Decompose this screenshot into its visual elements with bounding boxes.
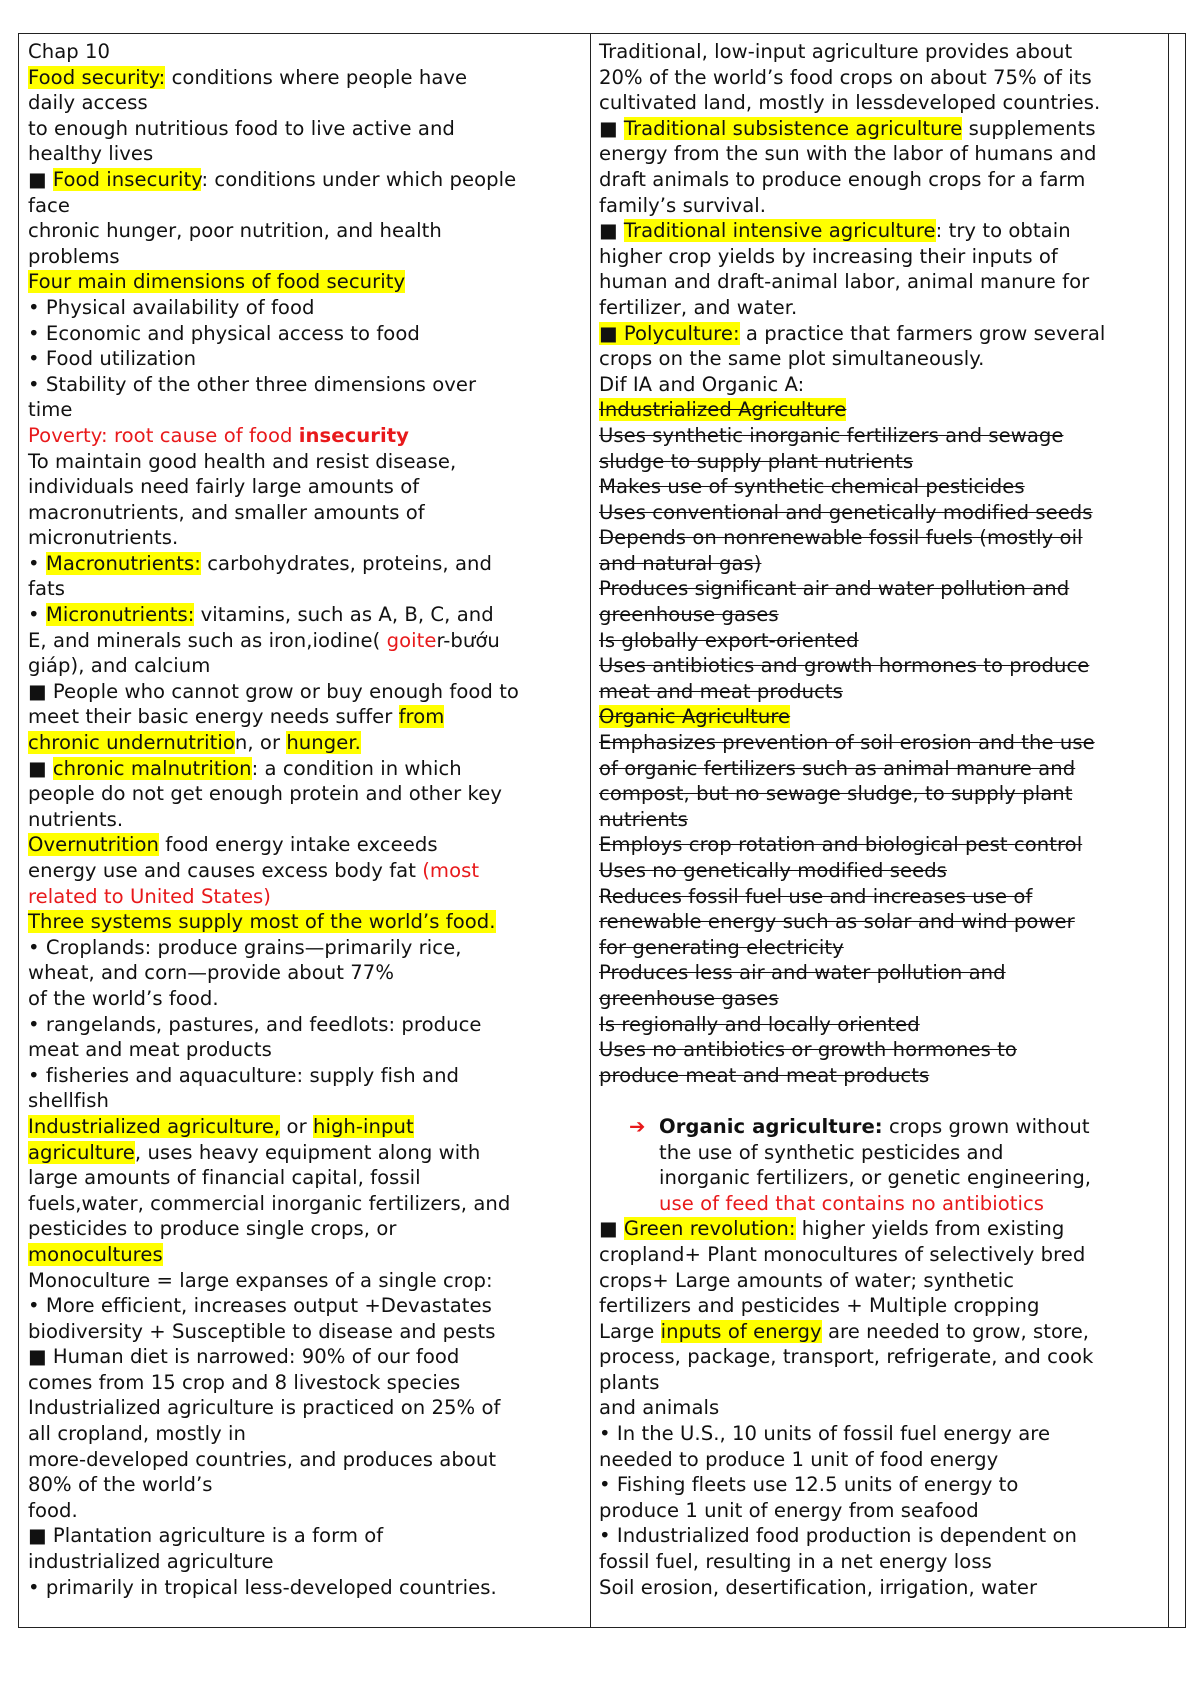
note-text: chronic undernutritio [28, 731, 235, 755]
note-line [599, 449, 1179, 475]
note-line [28, 1140, 588, 1166]
note-text: ■ [28, 756, 53, 780]
note-text: all cropland, mostly in [28, 1422, 246, 1446]
note-line [599, 576, 1179, 602]
note-line [599, 1191, 1179, 1217]
note-line [28, 90, 588, 116]
note-text: process, package, transport, refrigerate, and cook [599, 1345, 1094, 1369]
note-text: Uses synthetic inorganic fertilizers and sewage [599, 423, 1064, 447]
note-text: supplements [962, 116, 1096, 140]
note-text: • In the U.S., 10 units of fossil fuel energy are [599, 1422, 1051, 1446]
note-text: monocultures [28, 1242, 163, 1266]
note-text: fossil fuel, resulting in a net energy loss [599, 1550, 992, 1574]
note-line [28, 295, 588, 321]
note-line [599, 960, 1179, 986]
note-text: cropland+ Plant monocultures of selectively bred [599, 1242, 1086, 1266]
note-text: • primarily in tropical less-developed countries. [28, 1575, 497, 1599]
note-text: • More efficient, increases output +Devastates [28, 1294, 492, 1318]
note-text: are needed to grow, store, [821, 1319, 1090, 1343]
note-line [28, 167, 588, 193]
note-text: Three systems supply most of the world’s food. [28, 910, 496, 934]
note-line [599, 1319, 1179, 1345]
note-line [599, 397, 1179, 423]
note-text: • rangelands, pastures, and feedlots: produce [28, 1012, 482, 1036]
note-line [599, 832, 1179, 858]
note-line [28, 141, 588, 167]
note-text: of organic fertilizers such as animal manure and [599, 756, 1076, 780]
note-text: Uses no antibiotics or growth hormones to [599, 1038, 1017, 1062]
note-text: comes from 15 crop and 8 livestock species [28, 1370, 461, 1394]
note-text: crops grown without [882, 1114, 1090, 1138]
note-line [28, 321, 588, 347]
note-text: (most [422, 859, 480, 882]
note-text: ■ Polyculture: [599, 321, 740, 345]
note-line [599, 679, 1179, 705]
note-line [28, 704, 588, 730]
note-text: human and draft-animal labor, animal manure for [599, 270, 1090, 294]
note-text: compost, but no sewage sludge, to supply plant [599, 782, 1073, 806]
note-text: Traditional, low-input agriculture provides about [599, 40, 1073, 63]
note-line [599, 90, 1179, 116]
note-line [28, 1268, 588, 1294]
note-text: large amounts of financial capital, fossil [28, 1166, 421, 1190]
note-line [599, 193, 1179, 219]
note-text: • Industrialized food production is dependent on [599, 1524, 1078, 1548]
note-text: greenhouse gases [599, 603, 779, 627]
note-line [599, 602, 1179, 628]
note-line [599, 500, 1179, 526]
note-text: Reduces fossil fuel use and increases use of [599, 884, 1033, 908]
note-line [28, 756, 588, 782]
notes-table [18, 33, 1186, 1628]
note-line [599, 1063, 1179, 1089]
note-line [28, 1447, 588, 1473]
note-text: macronutrients, and smaller amounts of [28, 500, 425, 524]
note-line [599, 1268, 1179, 1294]
note-text: fats [28, 577, 65, 601]
note-text: cultivated land, mostly in lessdeveloped countries. [599, 91, 1101, 115]
note-line [28, 525, 588, 551]
note-text: Makes use of synthetic chemical pesticides [599, 475, 1025, 499]
note-text: Industrialized agriculture, [28, 1114, 281, 1138]
note-text: greenhouse gases [599, 986, 779, 1010]
note-line [28, 781, 588, 807]
note-line [599, 1549, 1179, 1575]
note-line [599, 1012, 1179, 1038]
note-text: 20% of the world’s food crops on about 75% of its [599, 65, 1092, 89]
note-line [599, 909, 1179, 935]
note-text: Dif IA and Organic A: [599, 372, 805, 396]
note-text: renewable energy such as solar and wind power [599, 910, 1075, 934]
note-line [599, 653, 1179, 679]
note-line [599, 884, 1179, 910]
note-text: energy use and causes excess body fat [28, 859, 423, 882]
note-line [28, 244, 588, 270]
note-line [28, 1012, 588, 1038]
note-text: goite [386, 628, 437, 652]
note-line [599, 372, 1179, 398]
note-line [599, 167, 1179, 193]
note-text: for generating electricity [599, 935, 844, 959]
note-text: plants [599, 1370, 660, 1394]
note-text: crops on the same plot simultaneously. [599, 347, 985, 371]
note-text: meet their basic energy needs suffer [28, 705, 399, 729]
note-text: shellfish [28, 1089, 109, 1113]
note-line [599, 474, 1179, 500]
note-text: Chap 10 [28, 40, 111, 63]
note-line [599, 141, 1179, 167]
note-text: To maintain good health and resist disease, [28, 449, 457, 473]
note-text: healthy lives [28, 142, 154, 166]
note-line [28, 858, 588, 884]
note-line [599, 704, 1179, 730]
note-text: biodiversity + Susceptible to disease and pests [28, 1319, 496, 1343]
note-text: ■ Plantation agriculture is a form of [28, 1524, 384, 1548]
note-line [599, 65, 1179, 91]
note-line [28, 909, 588, 935]
note-line [599, 218, 1179, 244]
note-line [28, 193, 588, 219]
note-text: and animals [599, 1396, 720, 1420]
note-text: Large [599, 1319, 661, 1343]
note-text: Organic agriculture: [659, 1114, 883, 1138]
note-line [599, 781, 1179, 807]
note-line [599, 244, 1179, 270]
note-text: draft animals to produce enough crops for a farm [599, 167, 1086, 191]
note-line [28, 1114, 588, 1140]
note-text: meat and meat products [599, 679, 843, 703]
note-line [28, 65, 588, 91]
note-text: nutrients. [28, 807, 124, 831]
note-text: vitamins, such as A, B, C, and [194, 603, 494, 627]
note-line [28, 653, 588, 679]
note-text: Produces significant air and water pollution and [599, 577, 1070, 601]
note-line [599, 1523, 1179, 1549]
note-line [599, 1498, 1179, 1524]
note-line [599, 321, 1179, 347]
note-text: Depends on nonrenewable fossil fuels (mostly oil [599, 526, 1083, 550]
note-line [28, 1549, 588, 1575]
note-text: ■ [599, 1217, 624, 1241]
note-line [599, 1037, 1179, 1063]
note-line [28, 832, 588, 858]
note-text: Poverty: root cause of food [28, 423, 299, 447]
note-text: hunger. [286, 731, 361, 755]
note-line [28, 1472, 588, 1498]
note-line [599, 1293, 1179, 1319]
note-line [28, 1191, 588, 1217]
note-line [28, 1523, 588, 1549]
note-line [28, 1063, 588, 1089]
note-line [599, 1242, 1179, 1268]
note-text: ■ [599, 116, 624, 140]
note-text: • [28, 551, 46, 575]
note-line [28, 1395, 588, 1421]
note-line [599, 525, 1179, 551]
note-line [28, 935, 588, 961]
note-text: or [280, 1114, 313, 1138]
note-text: daily access [28, 91, 148, 115]
note-text: Industrialized agriculture is practiced on 25% of [28, 1396, 501, 1420]
note-line [28, 807, 588, 833]
right-notes-column [599, 39, 1179, 1600]
note-text: : a condition in which [251, 756, 462, 780]
note-text: 80% of the world’s [28, 1473, 213, 1497]
note-text: • Stability of the other three dimensions over [28, 372, 477, 396]
note-text: insecurity [298, 423, 409, 447]
note-text: Food insecurity [52, 167, 202, 191]
note-text: time [28, 398, 73, 422]
note-text: individuals need fairly large amounts of [28, 475, 420, 499]
note-text: conditions where people have [165, 65, 468, 89]
note-text: produce meat and meat products [599, 1063, 930, 1087]
note-line [28, 372, 588, 398]
note-text: Micronutrients: [45, 603, 195, 627]
note-line [28, 679, 588, 705]
note-text: Is globally export-oriented [599, 628, 859, 652]
note-text: • [28, 603, 46, 627]
note-text: problems [28, 244, 120, 268]
note-text: higher yields from existing [795, 1217, 1065, 1241]
note-text: nutrients [599, 807, 688, 831]
note-text: n, or [234, 731, 287, 755]
note-text: inorganic fertilizers, or genetic engineering, [659, 1166, 1092, 1190]
note-line [28, 1216, 588, 1242]
note-text: carbohydrates, proteins, and [200, 551, 492, 575]
note-text: , uses heavy equipment along with [134, 1140, 481, 1164]
note-line [28, 576, 588, 602]
note-line [28, 730, 588, 756]
note-line [599, 295, 1179, 321]
note-text: industrialized agriculture [28, 1550, 274, 1574]
note-line [599, 756, 1179, 782]
note-line [599, 551, 1179, 577]
note-line [599, 1114, 1179, 1140]
note-text: ■ [599, 219, 624, 243]
note-line [28, 884, 588, 910]
note-text: Macronutrients: [45, 551, 201, 575]
note-text: Industrialized Agriculture [599, 398, 847, 422]
note-text: Overnutrition [28, 833, 159, 857]
note-line [28, 1242, 588, 1268]
note-text: related to United States) [28, 884, 272, 908]
note-line [599, 935, 1179, 961]
note-text: fuels,water, commercial inorganic fertilizers, and [28, 1191, 511, 1215]
note-text: : try to obtain [935, 219, 1071, 243]
note-text: Uses antibiotics and growth hormones to produce [599, 654, 1090, 678]
arrow-bullet-icon: ➔ [629, 1114, 646, 1138]
note-text: Employs crop rotation and biological pest control [599, 833, 1083, 857]
note-line [599, 858, 1179, 884]
note-line [599, 116, 1179, 142]
note-line [599, 730, 1179, 756]
note-line [599, 1447, 1179, 1473]
note-text: fertilizer, and water. [599, 295, 798, 319]
note-line [28, 1293, 588, 1319]
note-line [28, 602, 588, 628]
note-text: : conditions under which people [201, 167, 517, 191]
note-line [599, 1370, 1179, 1396]
note-text: meat and meat products [28, 1038, 272, 1062]
note-text: food. [28, 1498, 78, 1522]
note-line [599, 269, 1179, 295]
note-line [28, 500, 588, 526]
note-text: inputs of energy [660, 1319, 822, 1343]
note-text: fertilizers and pesticides + Multiple cropping [599, 1294, 1040, 1318]
note-text: people do not get enough protein and other key [28, 782, 502, 806]
note-text: • fisheries and aquaculture: supply fish and [28, 1063, 460, 1087]
note-text: higher crop yields by increasing their inputs of [599, 244, 1058, 268]
note-text: a practice that farmers grow several [739, 321, 1106, 345]
note-text: chronic malnutrition [52, 756, 252, 780]
note-text: from [398, 705, 445, 729]
note-line [599, 39, 1179, 65]
note-text: Monoculture = large expanses of a single crop: [28, 1268, 493, 1292]
note-line [28, 397, 588, 423]
note-text: • Fishing fleets use 12.5 units of energy to [599, 1473, 1019, 1497]
note-text: Soil erosion, desertification, irrigation, water [599, 1575, 1038, 1599]
note-line [28, 1165, 588, 1191]
note-text: • Croplands: produce grains—primarily rice, [28, 935, 462, 959]
note-text: high-input [312, 1114, 414, 1138]
note-line [28, 1498, 588, 1524]
note-text: family’s survival. [599, 193, 767, 217]
blank-line [599, 1088, 1179, 1114]
note-text: pesticides to produce single crops, or [28, 1217, 397, 1241]
note-text: Traditional intensive agriculture [623, 219, 936, 243]
note-text: Uses conventional and genetically modified seeds [599, 500, 1093, 524]
note-text: Produces less air and water pollution and [599, 961, 1006, 985]
note-text: chronic hunger, poor nutrition, and health [28, 219, 442, 243]
note-line [599, 628, 1179, 654]
note-text: • Physical availability of food [28, 295, 315, 319]
note-text: of the world’s food. [28, 986, 219, 1010]
note-line [28, 269, 588, 295]
note-line [28, 218, 588, 244]
table-border-right [1185, 34, 1186, 1627]
note-text: crops+ Large amounts of water; synthetic [599, 1268, 1015, 1292]
note-line [599, 986, 1179, 1012]
note-text: E, and minerals such as iron,iodine( [28, 628, 387, 652]
note-text: micronutrients. [28, 526, 179, 550]
note-line [599, 346, 1179, 372]
table-border-left [18, 34, 19, 1627]
note-line [28, 1344, 588, 1370]
left-notes-column [28, 39, 588, 1600]
note-text: ■ People who cannot grow or buy enough food to [28, 679, 519, 703]
note-text: energy from the sun with the labor of humans and [599, 142, 1097, 166]
note-line [599, 1575, 1179, 1601]
note-text: Emphasizes prevention of soil erosion and the use [599, 731, 1095, 755]
note-text: face [28, 193, 70, 217]
note-text: Is regionally and locally oriented [599, 1012, 920, 1036]
note-line [28, 628, 588, 654]
note-text: Organic Agriculture [599, 705, 791, 729]
note-line [28, 1575, 588, 1601]
note-text: to enough nutritious food to live active and [28, 116, 455, 140]
note-text: produce 1 unit of energy from seafood [599, 1498, 979, 1522]
note-text: • Economic and physical access to food [28, 321, 420, 345]
note-line [599, 807, 1179, 833]
note-line [599, 1140, 1179, 1166]
note-text: food energy intake exceeds [159, 833, 438, 857]
note-text: more-developed countries, and produces about [28, 1447, 497, 1471]
note-text: Four main dimensions of food security [28, 270, 406, 294]
note-line [599, 1421, 1179, 1447]
note-text: Uses no genetically modified seeds [599, 859, 947, 882]
note-line [28, 449, 588, 475]
note-line [599, 1395, 1179, 1421]
note-text: Food security: [28, 65, 166, 89]
note-line [28, 1370, 588, 1396]
note-line [28, 346, 588, 372]
note-line [599, 423, 1179, 449]
column-divider [590, 34, 591, 1627]
note-text: Green revolution: [623, 1217, 796, 1241]
note-text: needed to produce 1 unit of food energy [599, 1447, 999, 1471]
note-text: ■ Human diet is narrowed: 90% of our food [28, 1345, 460, 1369]
note-line [28, 1037, 588, 1063]
note-text: • Food utilization [28, 347, 197, 371]
note-line [599, 1165, 1179, 1191]
note-text: wheat, and corn—provide about 77% [28, 961, 394, 985]
note-line [28, 474, 588, 500]
note-line [599, 1344, 1179, 1370]
note-line [28, 1319, 588, 1345]
note-text: sludge to supply plant nutrients [599, 449, 914, 473]
note-line [28, 39, 588, 65]
note-text: and natural gas) [599, 551, 762, 575]
note-line [28, 960, 588, 986]
note-line [28, 1421, 588, 1447]
note-text: ■ [28, 167, 53, 191]
note-line [28, 423, 588, 449]
note-line [599, 1216, 1179, 1242]
note-text: use of feed that contains no antibiotics [659, 1191, 1045, 1215]
note-text: Traditional subsistence agriculture [623, 116, 963, 140]
note-text: giáp), and calcium [28, 654, 211, 678]
note-line [28, 116, 588, 142]
note-line [28, 986, 588, 1012]
note-text: r-bướu [436, 628, 500, 652]
note-line [28, 1088, 588, 1114]
note-text: the use of synthetic pesticides and [659, 1140, 1004, 1164]
note-text: agriculture [28, 1140, 135, 1164]
note-line [599, 1472, 1179, 1498]
note-line [28, 551, 588, 577]
